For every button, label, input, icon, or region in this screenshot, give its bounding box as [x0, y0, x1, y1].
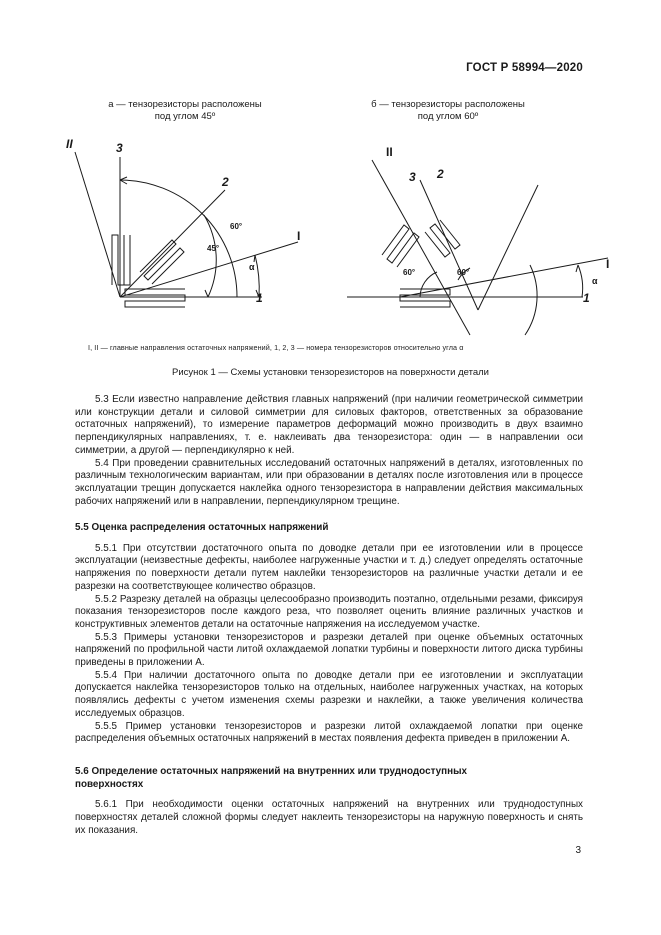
heading-5-6: [75, 766, 583, 791]
figure-b-caption-line1: б — тензорезисторы расположены: [371, 99, 525, 110]
heading-5-5: 5.5 Оценка распределения остаточных напряжений: [75, 522, 329, 533]
figure-caption: Рисунок 1 — Схемы установки тензорезисторов на поверхности детали: [172, 367, 489, 378]
diagram-b: [347, 160, 608, 335]
strain-gauge-2-b: [425, 220, 460, 257]
paragraph-5-3: 5.3 Если известно направление действия главных напряжений (при наличии геометрической симметрии или конструкции детали и силовой симметрии для силовых факторов, ответственных за образование остаточных напряжений), то измерение параметров деформаций можно производить в двух взаимно перпендикулярных направлениях, т. е. наклеивать два тензорезистора: один — в направлении оси симметрии, а другой — перпендикулярно к ней.: [75, 394, 583, 456]
figure-legend: I, II — главные направления остаточных напряжений, 1, 2, 3 — номера тензорезисторов относительно угла α: [88, 343, 464, 352]
heading-5-6-line1: 5.6 Определение остаточных напряжений на внутренних или труднодоступных: [75, 766, 467, 777]
strain-gauge-2-a: [140, 240, 184, 284]
figure-b-caption-line2: под углом 60º: [417, 111, 479, 122]
label-I-a: I: [297, 229, 301, 243]
angle-60-label-a: 60°: [230, 222, 243, 231]
strain-gauge-3-b: [382, 225, 419, 267]
arc-alpha-b: [578, 265, 583, 297]
figure-a-caption-line2: под углом 45º: [154, 111, 216, 122]
strain-gauge-figure: [0, 0, 661, 340]
heading-5-6-line2: поверхностях: [75, 778, 144, 790]
section-5-5: [75, 522, 583, 746]
arc-60-b: [525, 265, 537, 335]
direction-2-line-b: [478, 185, 538, 310]
paragraph-5-4: 5.4 При проведении сравнительных исследований остаточных напряжений в деталях, изготовленных по различным технологическим вариантам, или при образовании в деталях после изготовления или в процессе эксплуатации трещин допускается наклейка одного тензорезистора в направлении действия максимальных рабочих напряжений или в направлении, перпендикулярном трещине.: [75, 457, 583, 507]
paragraph-5-5-5: 5.5.5 Пример установки тензорезисторов и разрезки литой охлаждаемой лопатки при оценке распределения объемных остаточных напряжений в местах появления дефекта приведен в приложении А.: [75, 720, 583, 745]
label-II-a: II: [66, 137, 73, 151]
figure-a-caption-line1: а — тензорезисторы расположены: [108, 99, 262, 110]
page-number: 3: [575, 845, 581, 856]
direction-II-line-a: [75, 152, 120, 297]
label-3-b: 3: [409, 170, 416, 184]
label-1-a: 1: [256, 291, 263, 305]
document-header: ГОСТ Р 58994—2020: [466, 62, 583, 74]
label-3-a: 3: [116, 141, 123, 155]
paragraph-5-5-1: 5.5.1 При отсутствии достаточного опыта по доводке детали при ее изготовлении или в процессе эксплуатации (неизвестные дефекты, наиболее нагруженные участки и т. д.) следует определять остаточные напряжения по поверхности детали путем наклейки тензорезисторов на различные участки детали и ее разрезки на соответствующее количество образцов.: [75, 542, 583, 592]
angle-60-label-b2: 60°: [457, 268, 470, 277]
paragraph-5-5-4: 5.5.4 При наличии достаточного опыта по доводке детали при ее изготовлении и эксплуатации допускается наклейка тензорезисторов только на отдельных, наиболее нагруженных участках, на которых появлялись дефекты с учетом изменения схемы разрезки и наклейки, а также увеличения количества исследуемых образцов.: [75, 669, 583, 719]
paragraph-5-5-2: 5.5.2 Разрезку деталей на образцы целесообразно производить поэтапно, отдельными резами, фиксируя показания тензорезисторов после каждого реза, что позволяет оценить влияние различных участков и конструктивных элементов детали на остаточные напряжения на исследуемом участке.: [75, 593, 583, 630]
label-1-b: 1: [583, 291, 590, 305]
angle-alpha-label-a: α: [249, 262, 255, 272]
diagram-a: [75, 152, 301, 307]
strain-gauge-1-b: [400, 289, 450, 307]
label-2-a: 2: [222, 175, 229, 189]
label-I-b: I: [606, 257, 610, 271]
section-5-3-5-4: [75, 394, 583, 508]
paragraph-5-6-1: 5.6.1 При необходимости оценки остаточных напряжений на внутренних или труднодоступных поверхностях деталей сложной формы следует наклеить тензорезисторы на наружную поверхность и снять их показания.: [75, 799, 583, 836]
direction-I-line-b: [400, 258, 608, 297]
direction-II-line-b: [372, 160, 470, 335]
angle-45-label-a: 45°: [207, 244, 220, 253]
direction-3-line-b: [420, 180, 478, 310]
section-5-6: [75, 766, 583, 838]
paragraph-5-5-3: 5.5.3 Примеры установки тензорезисторов и разрезки деталей при оценке объемных остаточных напряжений по профильной части литой охлаждаемой лопатки турбины и поверхности литого диска турбины приведены в приложении А.: [75, 631, 583, 669]
label-2-b: 2: [437, 167, 444, 181]
angle-60-label-b1: 60°: [403, 268, 416, 277]
angle-alpha-label-b: α: [592, 276, 598, 286]
label-II-b: II: [386, 145, 393, 159]
